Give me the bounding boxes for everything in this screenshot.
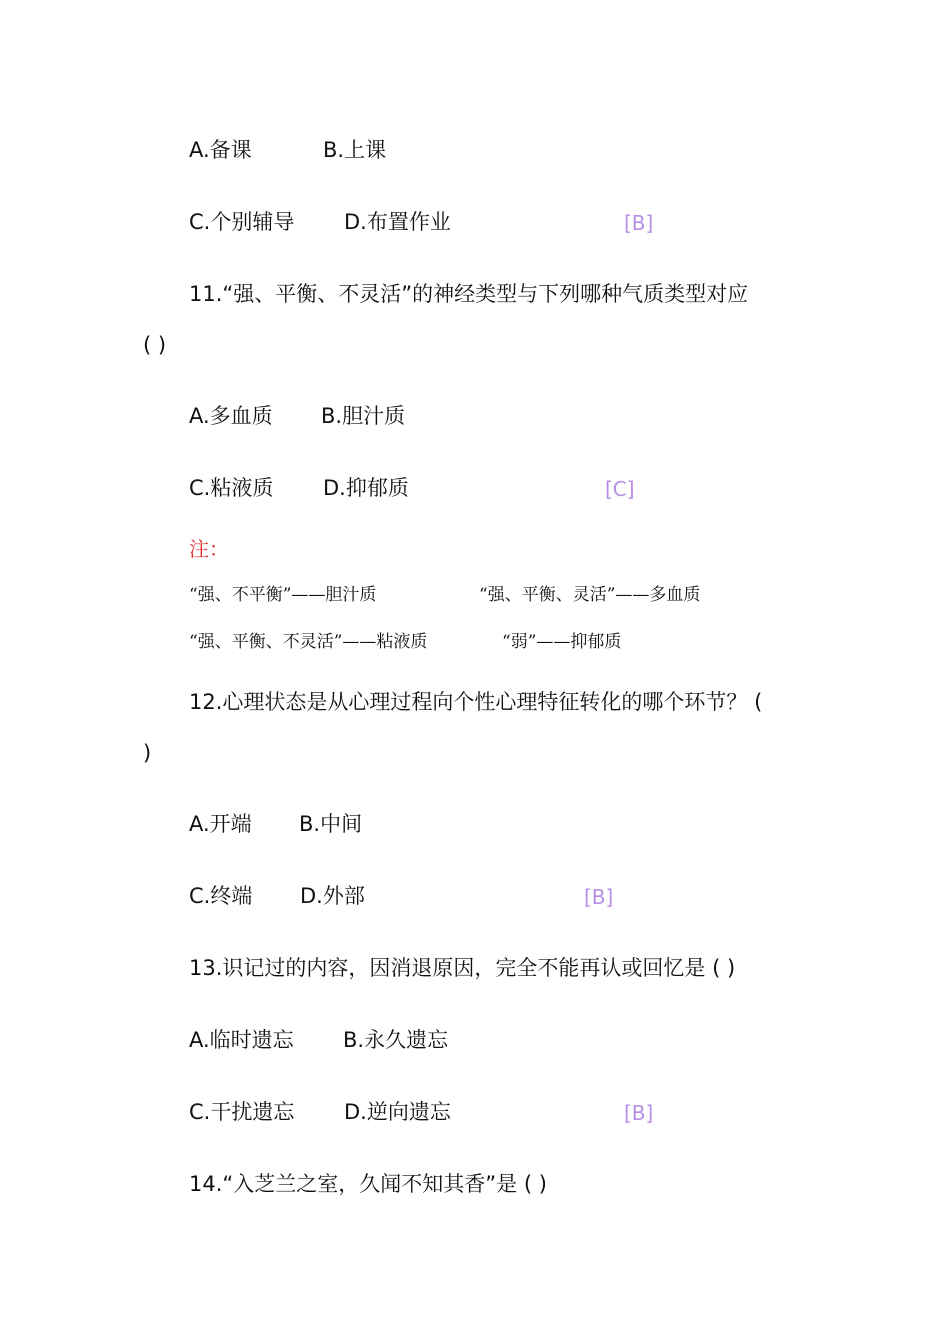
q12-option-d: D.外部: [300, 884, 365, 908]
q13-option-d: D.逆向遗忘: [344, 1100, 451, 1124]
q11-option-c: C.粘液质: [189, 476, 274, 500]
q11-stem: 11.“强、平衡、不灵活”的神经类型与下列哪种气质类型对应: [189, 282, 749, 306]
q10-option-a: A.备课: [189, 138, 252, 162]
note-line-2b: “弱”——抑郁质: [502, 632, 622, 652]
q13-option-c: C.干扰遗忘: [189, 1100, 295, 1124]
q12-option-a: A.开端: [189, 812, 252, 836]
q13-answer: [B]: [624, 1101, 654, 1125]
q13-option-a: A.临时遗忘: [189, 1028, 294, 1052]
q12-option-c: C.终端: [189, 884, 253, 908]
q12-stem-continued: ): [143, 741, 152, 765]
q13-stem: 13.识记过的内容，因消退原因，完全不能再认或回忆是 ( ): [189, 956, 736, 980]
note-title: 注：: [189, 537, 229, 561]
q12-stem: 12.心理状态是从心理过程向个性心理特征转化的哪个环节？ (: [189, 690, 763, 714]
q11-stem-continued: ( ): [143, 333, 167, 357]
note-line-2a: “强、平衡、不灵活”——粘液质: [189, 632, 428, 652]
q11-answer: [C]: [605, 477, 635, 501]
q11-option-a: A.多血质: [189, 404, 273, 428]
q10-option-c: C.个别辅导: [189, 210, 295, 234]
q12-option-b: B.中间: [299, 812, 363, 836]
q11-option-d: D.抑郁质: [323, 476, 409, 500]
q12-answer: [B]: [584, 885, 614, 909]
q10-option-d: D.布置作业: [344, 210, 451, 234]
q14-stem: 14.“入芝兰之室，久闻不知其香”是 ( ): [189, 1172, 547, 1196]
q11-option-b: B.胆汁质: [321, 404, 406, 428]
q10-answer: [B]: [624, 211, 654, 235]
q13-option-b: B.永久遗忘: [343, 1028, 449, 1052]
q10-option-b: B.上课: [323, 138, 387, 162]
note-line-1b: “强、平衡、灵活”——多血质: [479, 585, 701, 605]
note-line-1a: “强、不平衡”——胆汁质: [189, 585, 377, 605]
